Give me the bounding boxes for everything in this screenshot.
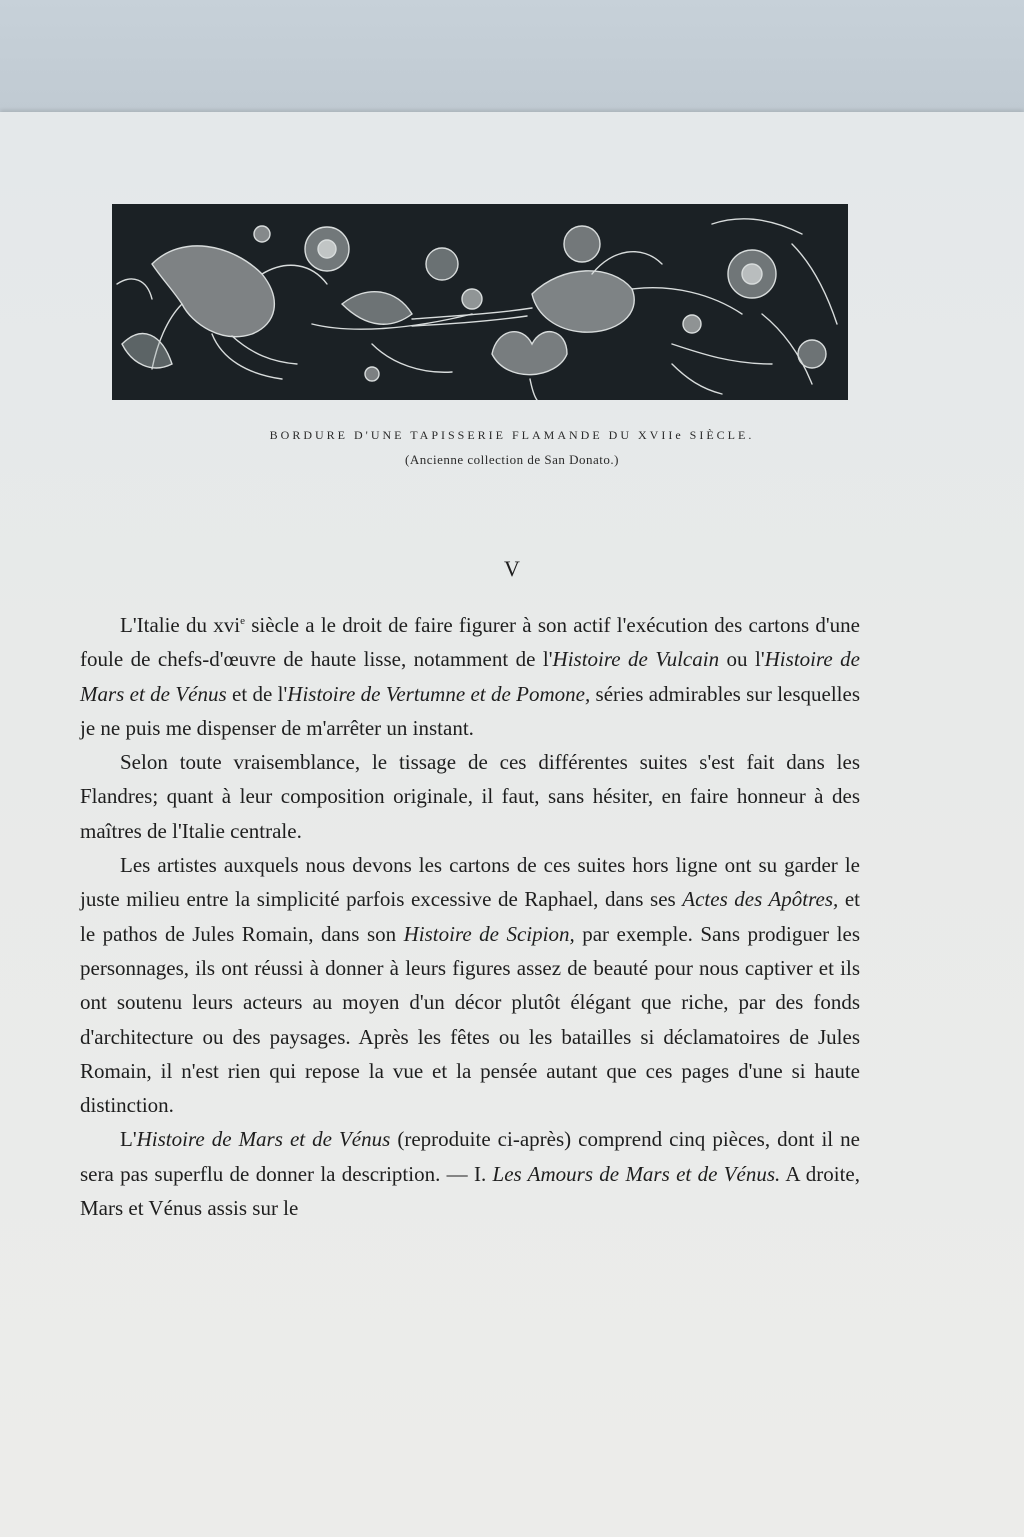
text-run: par exemple. Sans prodiguer les personnages, ils ont réussi à donner à leurs figures assez de beauté pour nous captiver et ils ont soutenu leurs acteurs au moyen d'un décor plutôt élégant que riche, par des fonds d'architecture ou des paysages. Après les fêtes ou les batailles si déclamatoires de Jules Romain, il n'est rien qui repose la vue et la pensée autant que ces pages d'une si haute distinction. bbox=[80, 921, 860, 1118]
paragraph bbox=[80, 1122, 860, 1225]
figure-source: (Ancienne collection de San Donato.) bbox=[404, 452, 619, 467]
floral-bird-engraving bbox=[112, 204, 848, 400]
italic-title: Histoire de Mars et de Vénus bbox=[80, 647, 860, 706]
italic-title: Actes des Apôtres, bbox=[682, 887, 839, 912]
text-run: Les artistes auxquels nous devons les cartons de ces suites hors ligne ont su garder le juste milieu entre la simplicité parfois excessive de Raphael, dans ses bbox=[80, 853, 860, 912]
italic-title: Histoire de Vertumne et de Pomone, bbox=[287, 681, 591, 706]
text-run: L'Italie du xvi bbox=[120, 613, 241, 637]
italic-title: Histoire de Vulcain bbox=[552, 647, 720, 672]
text-run: Selon toute vraisemblance, le tissage de ces différentes suites s'est fait dans les Flandres; quant à leur composition originale, il faut, sans hésiter, en faire honneur à des maîtres de l'Italie centrale. bbox=[80, 750, 860, 843]
text-run: et de l' bbox=[226, 681, 288, 706]
text-run: A droite, Mars et Vénus assis sur le bbox=[80, 1161, 860, 1221]
body-text bbox=[80, 608, 860, 1225]
superscript: e bbox=[240, 615, 245, 627]
text-run: (reproduite ci-après) comprend cinq pièces, dont il ne sera pas superflu de donner la description. — I. bbox=[80, 1127, 860, 1186]
paragraph bbox=[80, 848, 860, 1122]
paragraph bbox=[80, 608, 860, 745]
figure-caption: BORDURE D'UNE TAPISSERIE FLAMANDE DU XVIIe SIÈCLE. bbox=[269, 428, 755, 442]
scanner-backdrop bbox=[0, 0, 1024, 130]
text-run: et le pathos de Jules Romain, dans son bbox=[80, 887, 860, 946]
paragraph bbox=[80, 745, 860, 848]
italic-title: Histoire de Mars et de Vénus bbox=[136, 1127, 391, 1152]
italic-title: Histoire de Scipion, bbox=[403, 921, 575, 946]
text-run: séries admirables sur lesquelles je ne puis me dispenser de m'arrêter un instant. bbox=[80, 681, 860, 740]
text-run: ou l' bbox=[719, 647, 765, 672]
section-number: V bbox=[504, 556, 520, 581]
text-run: siècle a le droit de faire figurer à son actif l'exécution des cartons d'une foule de chefs-d'œuvre de haute lisse, notamment de l' bbox=[80, 613, 860, 672]
text-run: L' bbox=[120, 1127, 137, 1152]
tapestry-border-illustration bbox=[112, 204, 848, 400]
italic-title: Les Amours de Mars et de Vénus. bbox=[492, 1161, 781, 1186]
